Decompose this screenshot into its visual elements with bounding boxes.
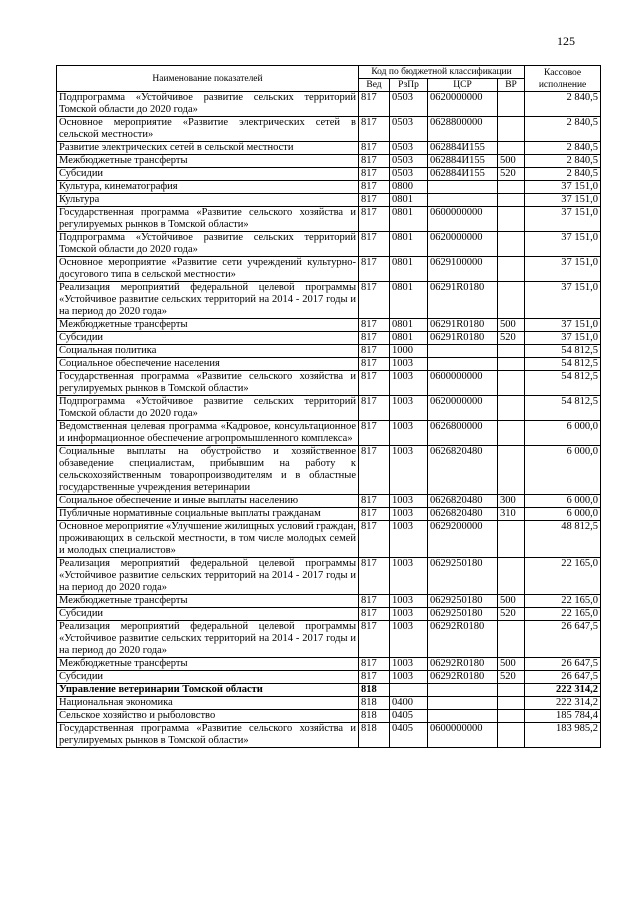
row-csr	[428, 358, 498, 371]
row-vr	[498, 396, 525, 421]
row-csr: 062884И155	[428, 142, 498, 155]
row-rzpr: 0801	[390, 257, 428, 282]
row-rzpr: 0503	[390, 168, 428, 181]
row-rzpr: 1003	[390, 358, 428, 371]
row-amount: 37 151,0	[525, 282, 601, 319]
row-ved: 817	[359, 421, 390, 446]
row-csr: 062884И155	[428, 155, 498, 168]
row-ved: 817	[359, 319, 390, 332]
table-row	[57, 421, 601, 446]
row-csr: 06292R0180	[428, 671, 498, 684]
row-name: Публичные нормативные социальные выплаты гражданам	[57, 508, 359, 521]
row-csr: 06291R0180	[428, 319, 498, 332]
row-name: Субсидии	[57, 168, 359, 181]
row-name: Межбюджетные трансферты	[57, 658, 359, 671]
table-row	[57, 232, 601, 257]
row-vr	[498, 282, 525, 319]
page-number: 125	[557, 34, 575, 48]
row-csr: 0600000000	[428, 207, 498, 232]
row-name: Государственная программа «Развитие сельского хозяйства и регулируемых рынков в Томской области»	[57, 207, 359, 232]
row-ved: 817	[359, 621, 390, 658]
row-csr	[428, 697, 498, 710]
row-rzpr: 1003	[390, 658, 428, 671]
row-rzpr	[390, 684, 428, 697]
row-vr	[498, 232, 525, 257]
row-rzpr: 0801	[390, 194, 428, 207]
row-rzpr: 1003	[390, 671, 428, 684]
row-name: Сельское хозяйство и рыболовство	[57, 710, 359, 723]
table-row	[57, 282, 601, 319]
row-rzpr: 0800	[390, 181, 428, 194]
row-rzpr: 1003	[390, 446, 428, 495]
row-amount: 2 840,5	[525, 168, 601, 181]
row-rzpr: 1003	[390, 608, 428, 621]
row-amount: 2 840,5	[525, 92, 601, 117]
row-csr: 0626820480	[428, 446, 498, 495]
row-ved: 817	[359, 345, 390, 358]
row-amount: 48 812,5	[525, 521, 601, 558]
row-ved: 817	[359, 117, 390, 142]
row-vr	[498, 697, 525, 710]
row-rzpr: 0801	[390, 207, 428, 232]
row-vr: 500	[498, 658, 525, 671]
table-row	[57, 697, 601, 710]
row-csr: 06291R0180	[428, 332, 498, 345]
header-vr: ВР	[498, 79, 525, 92]
row-name: Национальная экономика	[57, 697, 359, 710]
row-name: Межбюджетные трансферты	[57, 155, 359, 168]
row-name: Реализация мероприятий федеральной целевой программы «Устойчивое развитие сельских территорий на 2014 - 2017 годы и на период до 2020 года»	[57, 621, 359, 658]
row-vr: 500	[498, 319, 525, 332]
row-ved: 817	[359, 232, 390, 257]
row-amount: 2 840,5	[525, 155, 601, 168]
row-vr	[498, 710, 525, 723]
row-ved: 818	[359, 710, 390, 723]
row-csr	[428, 684, 498, 697]
row-ved: 817	[359, 181, 390, 194]
row-amount: 37 151,0	[525, 181, 601, 194]
row-csr: 0620000000	[428, 396, 498, 421]
row-csr: 0626820480	[428, 495, 498, 508]
row-vr	[498, 621, 525, 658]
row-rzpr: 0503	[390, 92, 428, 117]
row-amount: 37 151,0	[525, 232, 601, 257]
row-csr: 0629250180	[428, 608, 498, 621]
header-amount: Кассовое исполнение	[525, 66, 601, 92]
header-name: Наименование показателей	[57, 66, 359, 92]
row-vr: 520	[498, 608, 525, 621]
row-ved: 817	[359, 508, 390, 521]
row-vr: 500	[498, 155, 525, 168]
row-ved: 817	[359, 168, 390, 181]
row-ved: 817	[359, 396, 390, 421]
table-row	[57, 257, 601, 282]
row-name: Основное мероприятие «Развитие сети учреждений культурно-досугового типа в сельской местности»	[57, 257, 359, 282]
row-ved: 817	[359, 257, 390, 282]
row-amount: 22 165,0	[525, 595, 601, 608]
row-amount: 54 812,5	[525, 396, 601, 421]
row-vr: 310	[498, 508, 525, 521]
table-body	[57, 92, 601, 748]
table-row	[57, 168, 601, 181]
row-amount: 37 151,0	[525, 319, 601, 332]
header-ved: Вед	[359, 79, 390, 92]
row-vr: 520	[498, 332, 525, 345]
row-ved: 818	[359, 723, 390, 748]
row-ved: 817	[359, 595, 390, 608]
row-vr	[498, 558, 525, 595]
row-amount: 54 812,5	[525, 345, 601, 358]
header-csr: ЦСР	[428, 79, 498, 92]
row-vr: 500	[498, 595, 525, 608]
row-name: Ведомственная целевая программа «Кадровое, консультационное и информационное обеспечение агропромышленного комплекса»	[57, 421, 359, 446]
row-name: Культура	[57, 194, 359, 207]
row-rzpr: 1003	[390, 371, 428, 396]
row-csr: 0629100000	[428, 257, 498, 282]
row-rzpr: 1003	[390, 508, 428, 521]
row-ved: 817	[359, 558, 390, 595]
table-row	[57, 194, 601, 207]
table-row	[57, 608, 601, 621]
table-row	[57, 723, 601, 748]
row-amount: 222 314,2	[525, 684, 601, 697]
row-rzpr: 0503	[390, 155, 428, 168]
row-vr	[498, 345, 525, 358]
table-row	[57, 621, 601, 658]
row-amount: 2 840,5	[525, 117, 601, 142]
row-rzpr: 1003	[390, 621, 428, 658]
row-name: Основное мероприятие «Развитие электрических сетей в сельской местности»	[57, 117, 359, 142]
table-row	[57, 207, 601, 232]
row-name: Социальное обеспечение и иные выплаты населению	[57, 495, 359, 508]
row-rzpr: 1003	[390, 421, 428, 446]
row-amount: 37 151,0	[525, 207, 601, 232]
row-name: Реализация мероприятий федеральной целевой программы «Устойчивое развитие сельских территорий на 2014 - 2017 годы и на период до 2020 года»	[57, 558, 359, 595]
table-row	[57, 446, 601, 495]
row-ved: 817	[359, 671, 390, 684]
row-name: Подпрограмма «Устойчивое развитие сельских территорий Томской области до 2020 года»	[57, 92, 359, 117]
row-rzpr: 0801	[390, 282, 428, 319]
row-rzpr: 0503	[390, 117, 428, 142]
row-vr	[498, 446, 525, 495]
row-csr: 0600000000	[428, 371, 498, 396]
row-name: Основное мероприятие «Улучшение жилищных условий граждан, проживающих в сельской местности, в том числе молодых семей и молодых специалистов»	[57, 521, 359, 558]
row-csr: 06292R0180	[428, 658, 498, 671]
row-amount: 26 647,5	[525, 658, 601, 671]
row-amount: 222 314,2	[525, 697, 601, 710]
row-amount: 37 151,0	[525, 257, 601, 282]
row-rzpr: 1003	[390, 495, 428, 508]
row-amount: 6 000,0	[525, 421, 601, 446]
row-name: Социальная политика	[57, 345, 359, 358]
row-rzpr: 0503	[390, 142, 428, 155]
row-rzpr: 0405	[390, 710, 428, 723]
row-name: Субсидии	[57, 608, 359, 621]
row-ved: 817	[359, 658, 390, 671]
budget-table	[56, 65, 601, 748]
row-ved: 817	[359, 521, 390, 558]
row-vr	[498, 194, 525, 207]
row-vr	[498, 684, 525, 697]
header-rzpr: РзПр	[390, 79, 428, 92]
row-amount: 183 985,2	[525, 723, 601, 748]
row-vr	[498, 181, 525, 194]
row-amount: 54 812,5	[525, 358, 601, 371]
row-csr: 0629250180	[428, 558, 498, 595]
row-ved: 818	[359, 697, 390, 710]
table-row	[57, 92, 601, 117]
row-amount: 185 784,4	[525, 710, 601, 723]
row-csr: 06291R0180	[428, 282, 498, 319]
row-ved: 817	[359, 142, 390, 155]
row-name: Подпрограмма «Устойчивое развитие сельских территорий Томской области до 2020 года»	[57, 396, 359, 421]
row-csr	[428, 710, 498, 723]
row-amount: 26 647,5	[525, 621, 601, 658]
row-rzpr: 1000	[390, 345, 428, 358]
row-vr: 300	[498, 495, 525, 508]
table-row	[57, 521, 601, 558]
table-row	[57, 508, 601, 521]
row-ved: 817	[359, 282, 390, 319]
row-csr: 062884И155	[428, 168, 498, 181]
table-row	[57, 671, 601, 684]
row-csr	[428, 181, 498, 194]
row-amount: 2 840,5	[525, 142, 601, 155]
row-csr: 0629250180	[428, 595, 498, 608]
row-vr	[498, 421, 525, 446]
row-rzpr: 1003	[390, 558, 428, 595]
row-csr	[428, 194, 498, 207]
row-csr: 06292R0180	[428, 621, 498, 658]
row-vr	[498, 142, 525, 155]
table-row	[57, 332, 601, 345]
row-csr	[428, 345, 498, 358]
row-vr	[498, 521, 525, 558]
row-csr: 0626820480	[428, 508, 498, 521]
row-csr: 0628800000	[428, 117, 498, 142]
row-amount: 6 000,0	[525, 446, 601, 495]
row-csr: 0600000000	[428, 723, 498, 748]
table-row	[57, 710, 601, 723]
row-ved: 817	[359, 358, 390, 371]
table-row	[57, 181, 601, 194]
row-ved: 817	[359, 155, 390, 168]
table-row	[57, 142, 601, 155]
table-row	[57, 117, 601, 142]
row-vr	[498, 358, 525, 371]
row-ved: 817	[359, 608, 390, 621]
row-amount: 37 151,0	[525, 194, 601, 207]
table-row	[57, 495, 601, 508]
row-ved: 818	[359, 684, 390, 697]
row-ved: 817	[359, 207, 390, 232]
row-ved: 817	[359, 371, 390, 396]
row-name: Культура, кинематография	[57, 181, 359, 194]
table-row	[57, 595, 601, 608]
row-name: Субсидии	[57, 671, 359, 684]
row-rzpr: 0801	[390, 332, 428, 345]
row-csr: 0626800000	[428, 421, 498, 446]
row-amount: 6 000,0	[525, 495, 601, 508]
header-classification: Код по бюджетной классификации	[359, 66, 525, 79]
row-vr: 520	[498, 168, 525, 181]
table-row	[57, 345, 601, 358]
row-csr: 0629200000	[428, 521, 498, 558]
row-name: Развитие электрических сетей в сельской местности	[57, 142, 359, 155]
table-row	[57, 371, 601, 396]
row-csr: 0620000000	[428, 232, 498, 257]
row-ved: 817	[359, 92, 390, 117]
row-vr	[498, 207, 525, 232]
row-vr	[498, 117, 525, 142]
row-name: Социальное обеспечение населения	[57, 358, 359, 371]
row-vr	[498, 723, 525, 748]
row-name: Государственная программа «Развитие сельского хозяйства и регулируемых рынков в Томской области»	[57, 371, 359, 396]
row-name: Подпрограмма «Устойчивое развитие сельских территорий Томской области до 2020 года»	[57, 232, 359, 257]
row-rzpr: 1003	[390, 595, 428, 608]
row-ved: 817	[359, 495, 390, 508]
row-name: Субсидии	[57, 332, 359, 345]
row-amount: 6 000,0	[525, 508, 601, 521]
row-name: Государственная программа «Развитие сельского хозяйства и регулируемых рынков в Томской области»	[57, 723, 359, 748]
row-ved: 817	[359, 332, 390, 345]
table-row	[57, 684, 601, 697]
row-rzpr: 1003	[390, 396, 428, 421]
table-row	[57, 358, 601, 371]
table-row	[57, 319, 601, 332]
row-vr	[498, 257, 525, 282]
row-name: Межбюджетные трансферты	[57, 319, 359, 332]
row-amount: 22 165,0	[525, 558, 601, 595]
row-ved: 817	[359, 194, 390, 207]
row-rzpr: 1003	[390, 521, 428, 558]
table-row	[57, 155, 601, 168]
row-rzpr: 0405	[390, 723, 428, 748]
table-row	[57, 396, 601, 421]
row-amount: 37 151,0	[525, 332, 601, 345]
row-rzpr: 0400	[390, 697, 428, 710]
row-vr	[498, 371, 525, 396]
row-name: Реализация мероприятий федеральной целевой программы «Устойчивое развитие сельских территорий на 2014 - 2017 годы и на период до 2020 года»	[57, 282, 359, 319]
row-ved: 817	[359, 446, 390, 495]
row-amount: 22 165,0	[525, 608, 601, 621]
row-name: Управление ветеринарии Томской области	[57, 684, 359, 697]
row-amount: 26 647,5	[525, 671, 601, 684]
row-rzpr: 0801	[390, 232, 428, 257]
row-name: Социальные выплаты на обустройство и хозяйственное обзаведение специалистам, прибывшим на работу к сельскохозяйственным товаропроизводителям и в областные государственные учреждения ветеринарии	[57, 446, 359, 495]
row-vr: 520	[498, 671, 525, 684]
row-rzpr: 0801	[390, 319, 428, 332]
table-row	[57, 658, 601, 671]
row-amount: 54 812,5	[525, 371, 601, 396]
row-csr: 0620000000	[428, 92, 498, 117]
row-vr	[498, 92, 525, 117]
row-name: Межбюджетные трансферты	[57, 595, 359, 608]
table-row	[57, 558, 601, 595]
